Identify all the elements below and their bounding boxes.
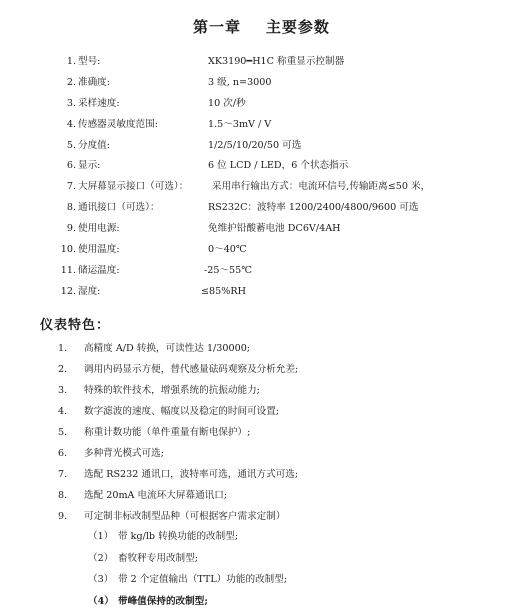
parameter-list [0,52,523,303]
parameter-label: 型号: [78,52,100,73]
feature-number: 1. [58,338,67,359]
parameter-row [0,115,523,136]
feature-item [0,338,523,359]
parameter-number: 7. [56,177,76,198]
subfeature-item [0,591,523,612]
parameter-label: 显示: [78,156,100,177]
feature-text: 选配 20mA 电流环大屏幕通讯口; [84,485,227,506]
parameter-number: 6. [56,156,76,177]
parameter-value: -25～55℃ [204,261,252,282]
feature-item [0,506,523,527]
feature-number: 9. [58,506,67,527]
feature-number: 8. [58,485,67,506]
feature-item [0,464,523,485]
feature-number: 4. [58,401,67,422]
subfeature-list [0,526,523,612]
parameter-value: 3 级, n=3000 [208,73,271,94]
chapter-title: 第一章 主要参数 [0,16,523,37]
parameter-label: 湿度: [78,282,100,303]
feature-number: 3. [58,380,67,401]
parameter-label: 大屏幕显示接口（可选）： [78,177,188,198]
parameter-label: 使用温度: [78,240,120,261]
parameter-label: 使用电源: [78,219,120,240]
parameter-number: 12. [50,282,76,303]
parameter-number: 2. [56,73,76,94]
parameter-number: 5. [56,136,76,157]
parameter-value: 免维护铅酸蓄电池 DC6V/4AH [208,219,341,240]
parameter-number: 8. [56,198,76,219]
feature-number: 5. [58,422,67,443]
parameter-label: 分度值: [78,136,110,157]
subfeature-text: 畜牧秤专用改制型; [118,548,198,570]
feature-item [0,422,523,443]
feature-item [0,380,523,401]
parameter-row [0,177,523,198]
parameter-value: 1.5～3mV / V [208,115,271,136]
parameter-row [0,94,523,115]
parameter-number: 11. [50,261,76,282]
parameter-value: 1/2/5/10/20/50 可选 [208,136,301,157]
parameter-value: XK3190━H1C 称重显示控制器 [208,52,344,73]
parameter-number: 9. [56,219,76,240]
parameter-label: 传感器灵敏度范围: [78,115,158,136]
parameter-row [0,198,523,219]
parameter-row [0,52,523,73]
parameter-label: 储运温度: [78,261,120,282]
subfeature-number: （2） [88,548,113,570]
parameter-row [0,73,523,94]
feature-number: 7. [58,464,67,485]
feature-text: 高精度 A/D 转换，可读性达 1/30000; [84,338,250,359]
parameter-value: 采用串行输出方式：电流环信号,传输距离≤50 米， [212,177,430,198]
parameter-row [0,261,523,282]
parameter-number: 10. [50,240,76,261]
parameter-row [0,136,523,157]
feature-item [0,359,523,380]
features-heading: 仪表特色： [40,314,110,333]
feature-item [0,401,523,422]
parameter-label: 通讯接口（可选）： [78,198,160,219]
subfeature-text: 带 kg/lb 转换功能的改制型; [118,526,238,548]
feature-text: 调用内码显示方便，替代感量砝码观察及分析允差; [84,359,298,380]
parameter-row [0,156,523,177]
feature-text: 数字滤波的速度、幅度以及稳定的时间可设置; [84,401,279,422]
parameter-value: RS232C：波特率 1200/2400/4800/9600 可选 [208,198,418,219]
parameter-number: 4. [56,115,76,136]
subfeature-item [0,569,523,591]
feature-text: 选配 RS232 通讯口，波特率可选，通讯方式可选; [84,464,298,485]
subfeature-number: （3） [88,569,113,591]
subfeature-item [0,526,523,548]
parameter-value: 10 次/秒 [208,94,246,115]
subfeature-number: （4） [88,591,114,612]
feature-text: 特殊的软件技术，增强系统的抗振动能力; [84,380,260,401]
feature-text: 多种背光模式可选; [84,443,164,464]
parameter-label: 采样速度: [78,94,120,115]
subfeature-item [0,548,523,570]
parameter-value: 6 位 LCD / LED，6 个状态指示 [208,156,348,177]
subfeature-number: （1） [88,526,113,548]
feature-item [0,485,523,506]
parameter-row [0,240,523,261]
subfeature-text: 带峰值保持的改制型; [118,591,208,612]
parameter-row [0,282,523,303]
parameter-label: 准确度: [78,73,110,94]
feature-item [0,443,523,464]
feature-list [0,338,523,527]
feature-text: 称重计数功能（单件重量有断电保护）; [84,422,250,443]
feature-text: 可定制非标改制型品种（可根据客户需求定制） [84,506,285,527]
feature-number: 2. [58,359,67,380]
parameter-value: 0～40℃ [208,240,247,261]
parameter-number: 3. [56,94,76,115]
feature-number: 6. [58,443,67,464]
parameter-value: ≤85%RH [201,282,246,303]
parameter-row [0,219,523,240]
parameter-number: 1. [56,52,76,73]
subfeature-text: 带 2 个定值输出（TTL）功能的改制型; [118,569,287,591]
